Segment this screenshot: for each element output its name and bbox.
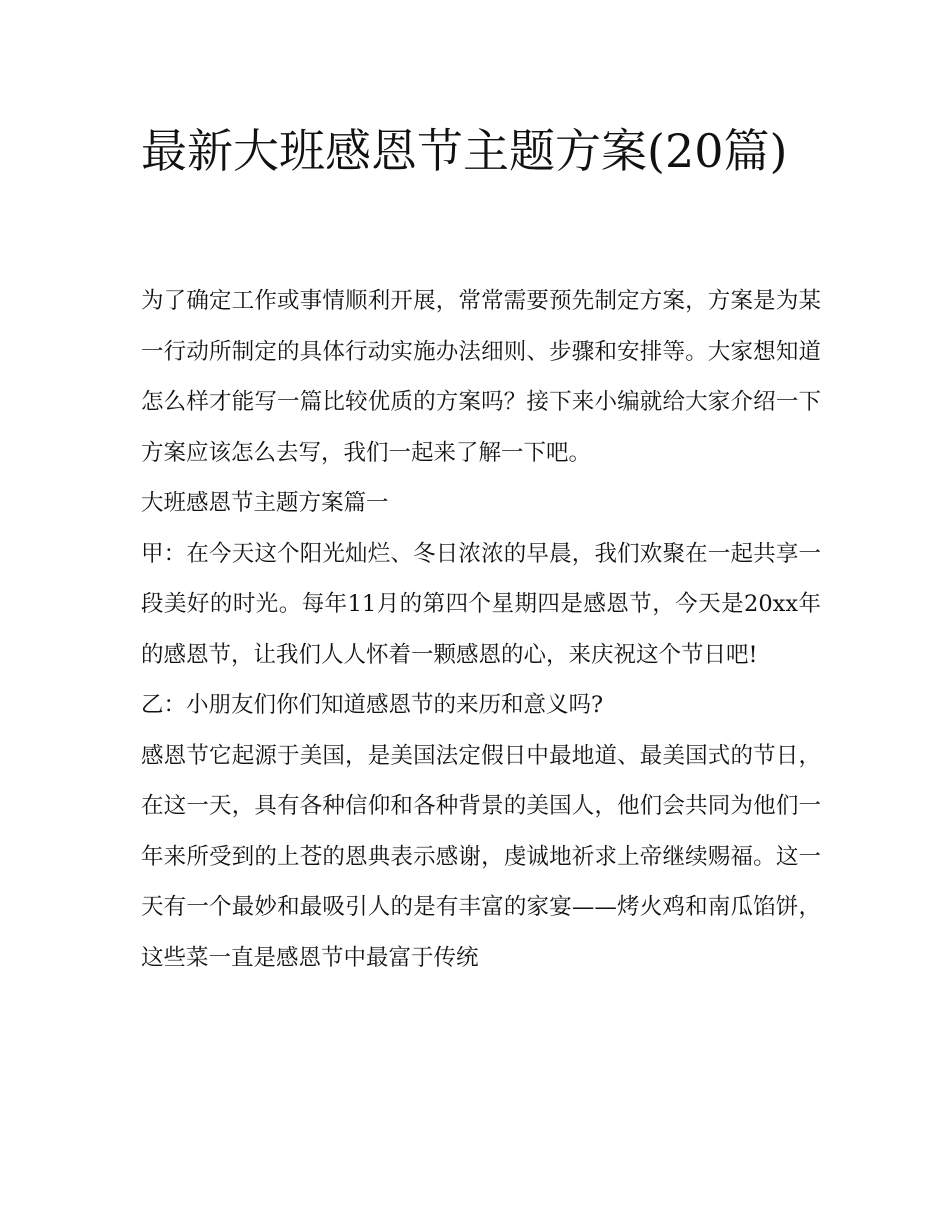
document-title: 最新大班感恩节主题方案(20篇) [141, 124, 788, 178]
paragraph: 乙：小朋友们你们知道感恩节的来历和意义吗? [141, 692, 604, 718]
paragraph: 感恩节它起源于美国，是美国法定假日中最地道、最美国式的节日，在这一天，具有各种信仰和各种背景的美国人，他们会共同为他们一年来所受到的上苍的恩典表示感谢，虔诚地祈求上帝继续赐福。这一天有一个最妙和最吸引人的是有丰富的家宴——烤火鸡和南瓜馅饼，这些菜一直是感恩节中最富于传统 [141, 742, 821, 971]
section-heading: 大班感恩节主题方案篇一 [141, 490, 389, 516]
paragraph: 甲：在今天这个阳光灿烂、冬日浓浓的早晨，我们欢聚在一起共享一段美好的时光。每年11月的第四个星期四是感恩节，今天是20xx年的感恩节，让我们人人怀着一颗感恩的心，来庆祝这个节日吧! [141, 540, 821, 668]
intro-paragraph: 为了确定工作或事情顺利开展，常常需要预先制定方案，方案是为某一行动所制定的具体行动实施办法细则、步骤和安排等。大家想知道怎么样才能写一篇比较优质的方案吗？接下来小编就给大家介绍一下方案应该怎么去写，我们一起来了解一下吧。 [141, 288, 821, 466]
document-body [141, 276, 821, 983]
